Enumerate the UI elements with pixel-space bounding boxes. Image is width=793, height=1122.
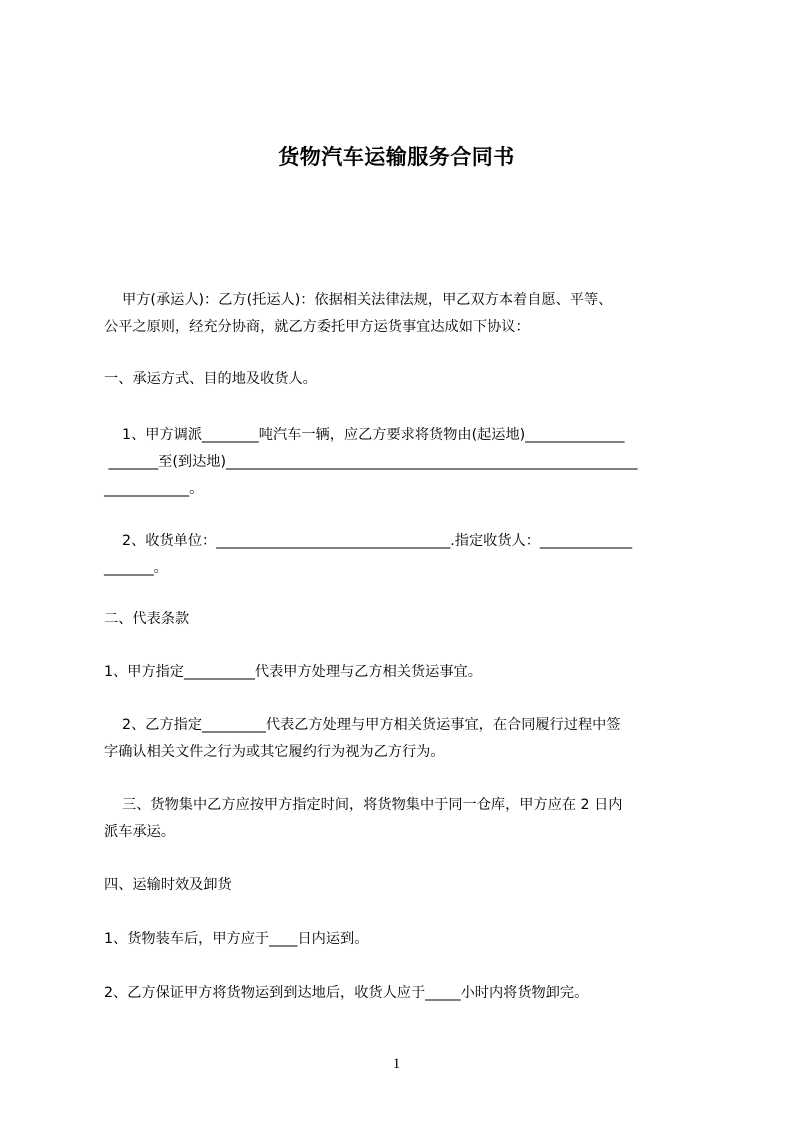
section-1-item-1-line-1: 1、甲方调派________吨汽车一辆，应乙方要求将货物由(起运地)______________ [104,427,625,443]
section-1-item-1-line-2: _______至(到达地)__________________________________________________________ [104,454,638,470]
section-4-item-1: 1、货物装车后，甲方应于____日内运到。 [104,931,369,947]
section-2-item-2 [104,712,702,766]
section-2-heading: 二、代表条款 [104,611,190,627]
section-2-item-2-line-1: 2、乙方指定_________代表乙方处理与甲方相关货运事宜，在合同履行过程中签 [104,717,621,733]
section-4-item-2: 2、乙方保证甲方将货物运到到达地后，收货人应于_____小时内将货物卸完。 [104,985,589,1001]
document-title: 货物汽车运输服务合同书 [278,145,515,169]
section-1-item-1-line-3: ____________。 [104,481,204,497]
section-3-paragraph [104,792,702,846]
intro-line-1: 甲方(承运人)：乙方(托运人)：依据相关法律法规，甲乙双方本着自愿、平等、 [104,292,613,308]
section-2-item-2-line-2: 字确认相关文件之行为或其它履约行为视为乙方行为。 [104,744,445,760]
intro-paragraph [104,287,702,341]
section-1-item-2 [104,528,702,582]
section-1-item-2-line-1: 2、收货单位：_________________________________.指定收货人：_____________ [104,533,633,549]
section-1-item-2-line-2: _______。 [104,560,168,576]
section-1-heading: 一、承运方式、目的地及收货人。 [104,371,317,387]
intro-line-2: 公平之原则，经充分协商，就乙方委托甲方运货事宜达成如下协议： [104,319,530,335]
section-2-item-1: 1、甲方指定__________代表甲方处理与乙方相关货运事宜。 [104,664,482,680]
page-number: 1 [392,1056,401,1072]
section-1-item-1 [104,422,702,503]
section-3-line-1: 三、货物集中乙方应按甲方指定时间，将货物集中于同一仓库，甲方应在 2 日内 [104,797,623,813]
section-4-heading: 四、运输时效及卸货 [104,877,232,893]
section-3-line-2: 派车承运。 [104,824,175,840]
